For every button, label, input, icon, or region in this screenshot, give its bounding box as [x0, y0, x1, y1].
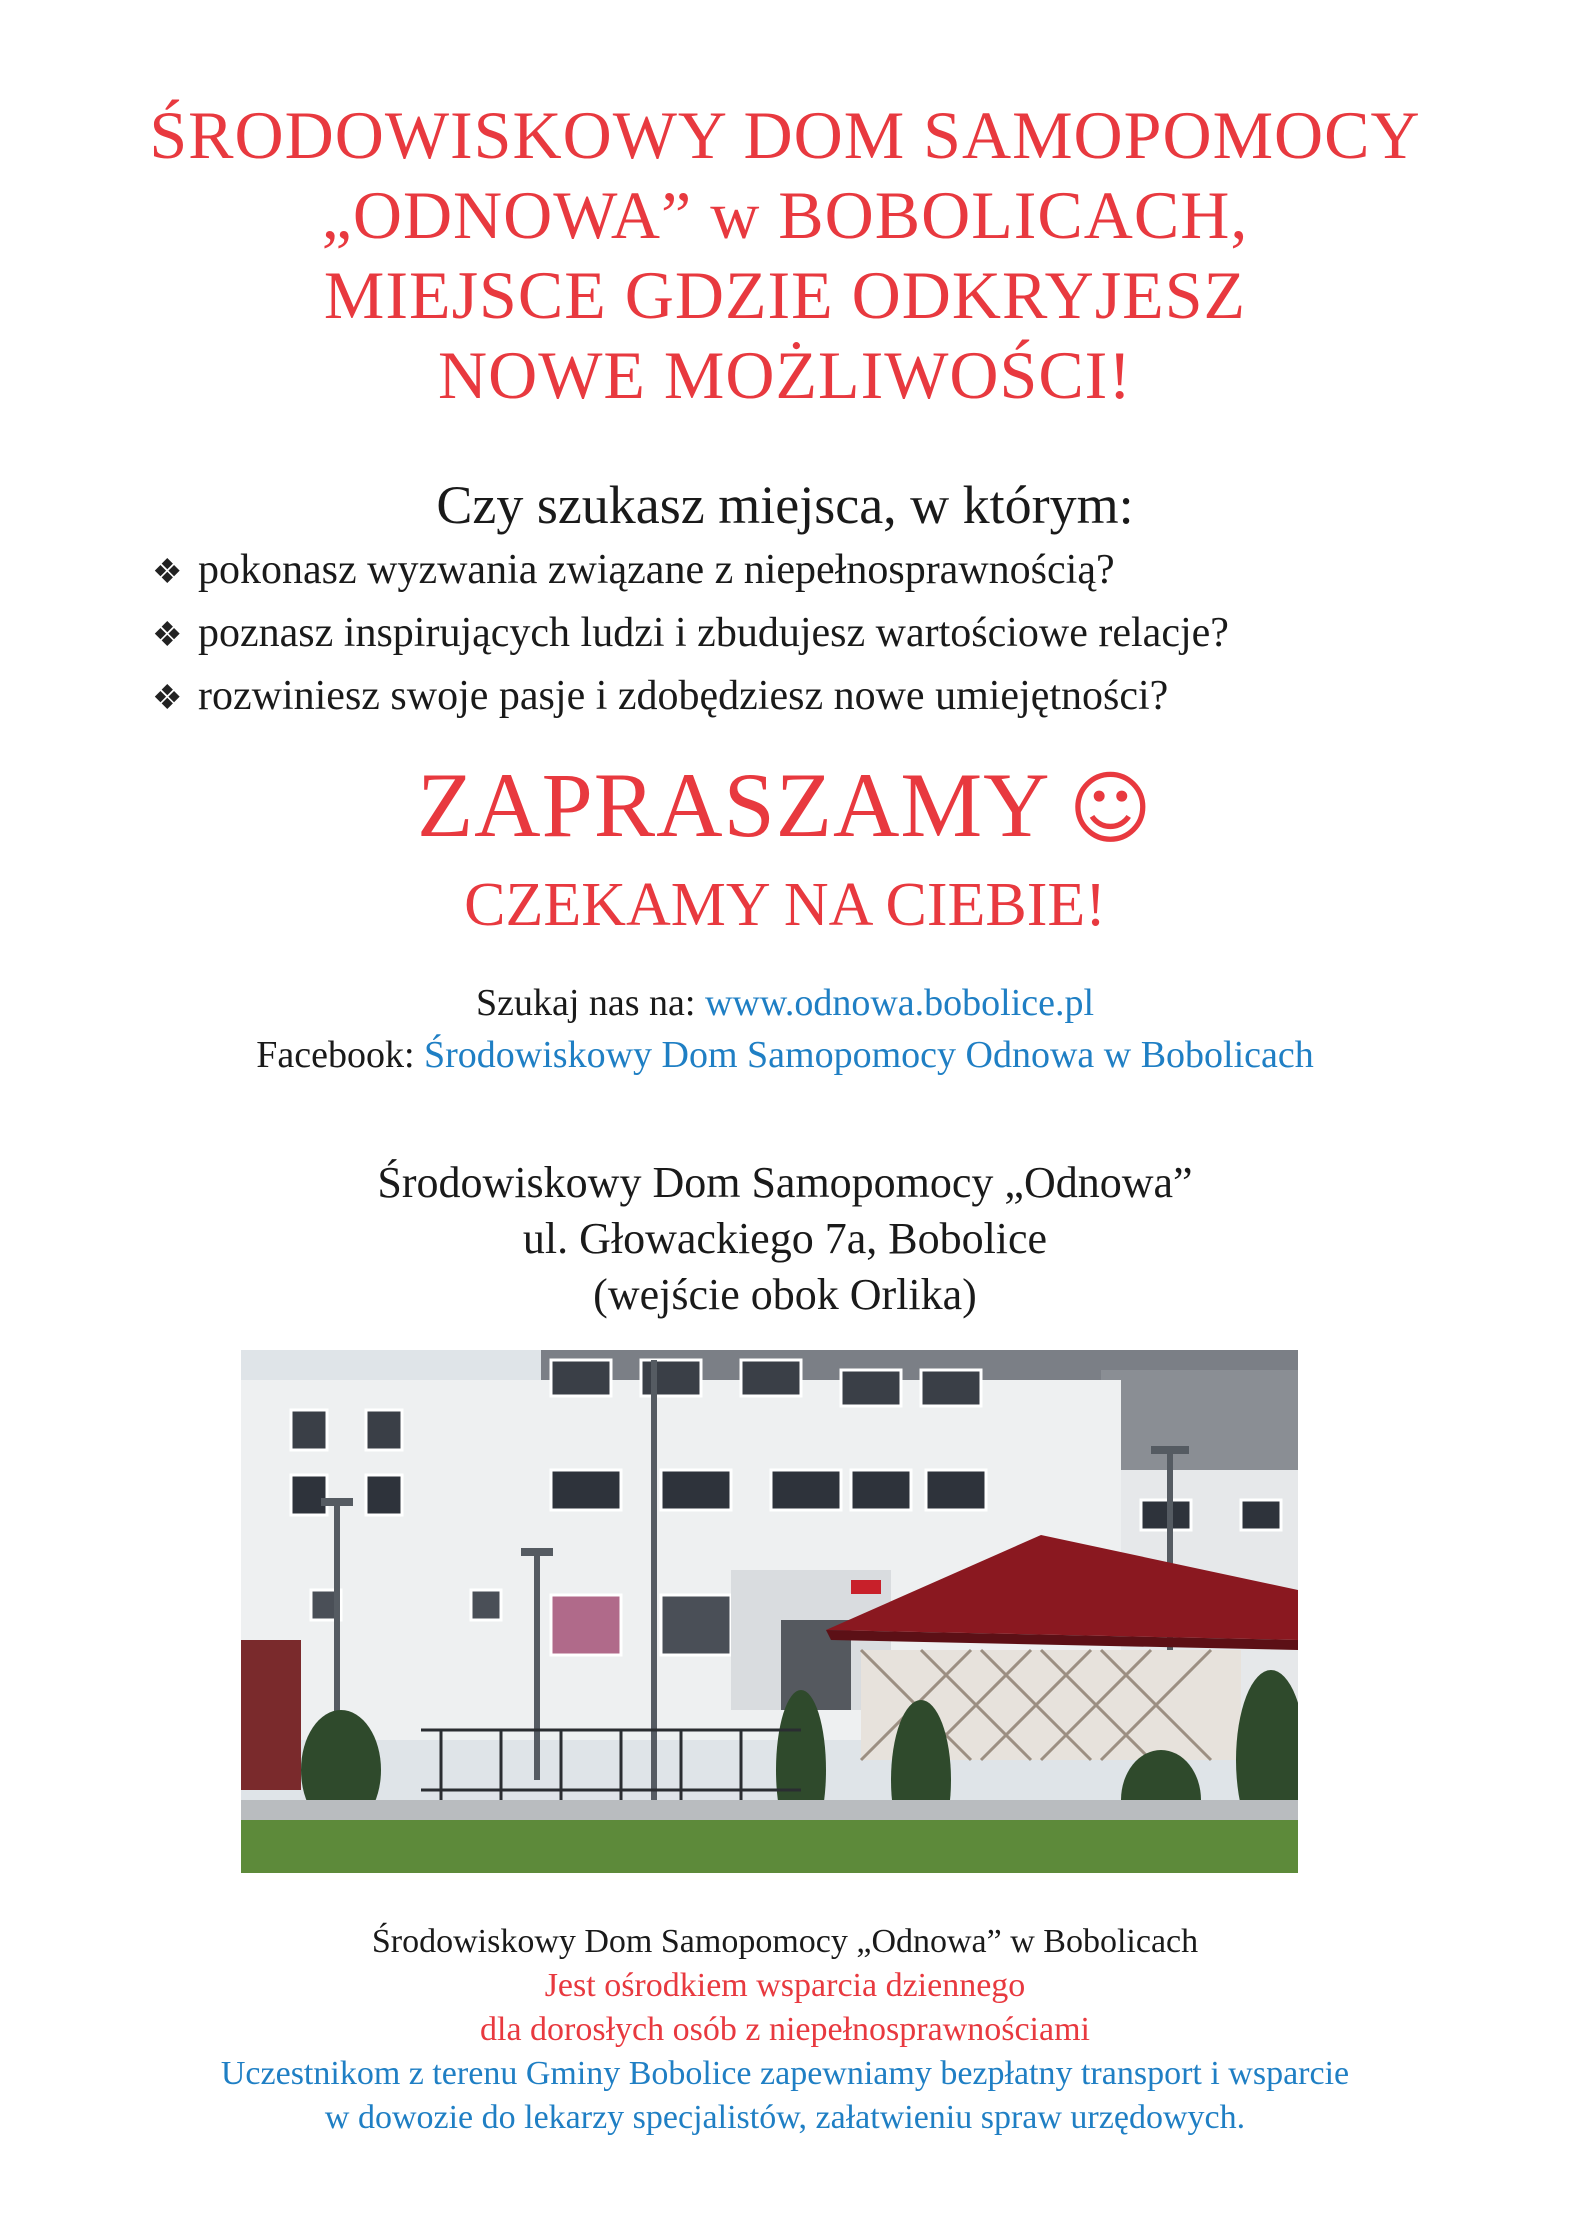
- building-photo: [241, 1350, 1298, 1873]
- address-name: Środowiskowy Dom Samopomocy „Odnowa”: [377, 1158, 1193, 1207]
- invite-heading: [0, 755, 1570, 859]
- invite-text: ZAPRASZAMY: [416, 754, 1051, 856]
- question-heading: Czy szukasz miejsca, w którym:: [436, 475, 1134, 535]
- address-note: (wejście obok Orlika): [593, 1270, 977, 1319]
- footer-line-4: Uczestnikom z terenu Gminy Bobolice zapewniamy bezpłatny transport i wsparcie: [220, 2055, 1350, 2092]
- diamond-bullet-icon: ❖: [152, 554, 183, 591]
- facebook-line: [0, 1032, 1570, 1078]
- facebook-link[interactable]: Środowiskowy Dom Samopomocy Odnowa w Bobolicach: [424, 1034, 1314, 1076]
- list-item: [152, 540, 1552, 603]
- title-line-2: „ODNOWA” w BOBOLICACH,: [321, 177, 1249, 253]
- website-label: Szukaj nas na:: [475, 982, 696, 1024]
- title-line-3: MIEJSCE GDZIE ODKRYJESZ: [323, 257, 1247, 333]
- list-item-text: rozwiniesz swoje pasje i zdobędziesz nowe umiejętności?: [198, 673, 1169, 719]
- smiley-icon: ☺: [1068, 762, 1154, 855]
- diamond-bullet-icon: ❖: [152, 617, 183, 654]
- title-line-4: NOWE MOŻLIWOŚCI!: [438, 337, 1132, 413]
- title-line-1: ŚRODOWISKOWY DOM SAMOPOMOCY: [149, 97, 1421, 173]
- wait-heading: CZEKAMY NA CIEBIE!: [464, 871, 1106, 939]
- question-list: [152, 540, 1552, 729]
- footer-line-5: w dowozie do lekarzy specjalistów, załatwieniu spraw urzędowych.: [324, 2099, 1246, 2136]
- list-item: [152, 603, 1552, 666]
- footer-block: [0, 1920, 1570, 2140]
- address-street: ul. Głowackiego 7a, Bobolice: [522, 1214, 1048, 1263]
- facebook-label: Facebook:: [256, 1034, 415, 1076]
- footer-line-1: Środowiskowy Dom Samopomocy „Odnowa” w Bobolicach: [371, 1923, 1199, 1960]
- footer-line-3: dla dorosłych osób z niepełnosprawnościami: [480, 2011, 1090, 2048]
- website-link[interactable]: www.odnowa.bobolice.pl: [704, 982, 1095, 1024]
- list-item-text: poznasz inspirujących ludzi i zbudujesz wartościowe relacje?: [198, 610, 1229, 656]
- list-item-text: pokonasz wyzwania związane z niepełnosprawnością?: [198, 547, 1115, 593]
- footer-line-2: Jest ośrodkiem wsparcia dziennego: [544, 1967, 1026, 2004]
- website-line: [0, 980, 1570, 1026]
- poster-title: [0, 95, 1570, 415]
- diamond-bullet-icon: ❖: [152, 680, 183, 717]
- address-block: [0, 1155, 1570, 1323]
- list-item: [152, 666, 1552, 729]
